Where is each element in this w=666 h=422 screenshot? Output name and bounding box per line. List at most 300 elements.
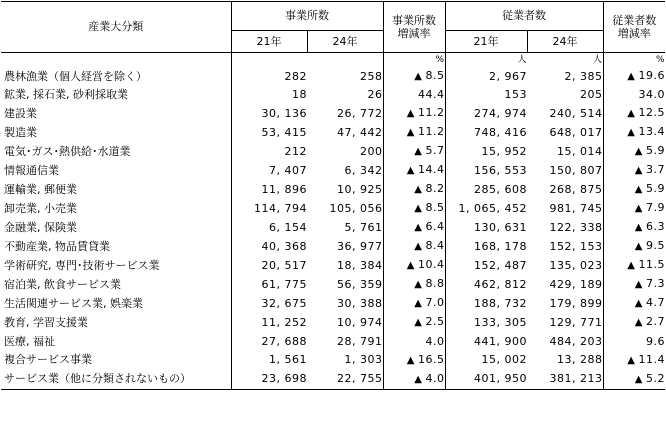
establishments-21-value: 30, 136	[261, 106, 307, 120]
workers-21-cell	[445, 256, 527, 275]
establishments-24-cell	[307, 123, 383, 142]
negative-marker: ▲	[406, 127, 415, 139]
establishments-rate-cell	[383, 294, 445, 313]
workers-rate-value: 34.0	[638, 88, 665, 102]
workers-24-cell	[527, 237, 603, 256]
establishments-24-cell	[307, 180, 383, 199]
workers-rate-cell	[603, 104, 665, 123]
workers-24-value: 2, 385	[564, 69, 603, 83]
workers-24-value: 981, 745	[549, 201, 603, 215]
industry-name-cell	[1, 370, 231, 390]
workers-24-value: 205	[580, 88, 603, 102]
industry-name-cell	[1, 161, 231, 180]
industry-name-value: 金融業, 保険業	[4, 220, 77, 234]
establishments-21-value: 27, 688	[261, 334, 307, 348]
establishments-rate-cell	[383, 199, 445, 218]
establishments-rate-value: 14.4	[418, 163, 445, 177]
workers-24-value: 150, 807	[549, 163, 603, 177]
establishments-24-cell	[307, 313, 383, 332]
establishments-year24-header: 24年	[307, 31, 383, 53]
establishments-24-value: 56, 359	[337, 277, 383, 291]
industry-name-value: 生活関連サービス業, 娯楽業	[4, 296, 143, 310]
establishments-21-cell	[231, 332, 307, 350]
establishments-21-cell	[231, 313, 307, 332]
establishments-rate-cell	[383, 218, 445, 237]
negative-marker: ▲	[634, 317, 643, 329]
workers-21-value: 401, 950	[474, 372, 527, 386]
negative-marker: ▲	[627, 127, 636, 139]
workers-rate-value: 7.9	[646, 201, 665, 215]
establishments-21-value: 11, 896	[261, 182, 307, 196]
workers-21-cell	[445, 294, 527, 313]
establishments-24-value: 1, 303	[344, 353, 383, 367]
workers-21-value: 285, 608	[474, 182, 527, 196]
establishments-24-value: 30, 388	[337, 296, 383, 310]
workers-24-cell	[527, 351, 603, 370]
workers-21-value: 2, 967	[489, 69, 527, 83]
negative-marker: ▲	[634, 373, 643, 385]
negative-marker: ▲	[414, 298, 423, 310]
workers-24-cell	[527, 67, 603, 86]
industry-name-cell	[1, 142, 231, 161]
establishments-rate-value: 7.0	[425, 296, 445, 310]
workers-24-cell	[527, 218, 603, 237]
negative-marker: ▲	[634, 184, 643, 196]
table-row	[1, 86, 665, 104]
workers-21-value: 15, 952	[481, 144, 527, 158]
workers-rate-cell	[603, 275, 665, 294]
establishments-24-cell	[307, 199, 383, 218]
negative-marker: ▲	[627, 260, 636, 272]
establishments-24-cell	[307, 86, 383, 104]
establishments-rate-value: 11.2	[418, 125, 445, 139]
negative-marker: ▲	[627, 354, 636, 366]
workers-21-value: 133, 305	[474, 315, 527, 329]
industry-column-header: 産業大分類	[1, 2, 231, 53]
negative-marker: ▲	[634, 298, 643, 310]
industry-name-value: 宿泊業, 飲食サービス業	[4, 277, 121, 291]
establishments-21-value: 40, 368	[261, 239, 307, 253]
table-row	[1, 332, 665, 350]
negative-marker: ▲	[406, 165, 415, 177]
establishments-21-cell	[231, 294, 307, 313]
industry-name-cell	[1, 351, 231, 370]
workers-21-cell	[445, 199, 527, 218]
establishments-24-value: 22, 755	[337, 372, 383, 386]
establishments-21-value: 53, 415	[261, 125, 307, 139]
industry-name-cell	[1, 104, 231, 123]
negative-marker: ▲	[414, 203, 423, 215]
workers-21-value: 156, 553	[474, 163, 527, 177]
workers-24-value: 15, 014	[557, 144, 603, 158]
workers-24-value: 13, 288	[557, 353, 603, 367]
negative-marker: ▲	[406, 354, 415, 366]
workers-21-value: 153	[504, 88, 527, 102]
workers-21-value: 274, 974	[474, 106, 527, 120]
workers-rate-cell	[603, 237, 665, 256]
units-est-rate: %	[383, 53, 445, 68]
establishments-rate-cell	[383, 86, 445, 104]
workers-24-cell	[527, 180, 603, 199]
establishments-21-cell	[231, 237, 307, 256]
establishments-24-cell	[307, 67, 383, 86]
workers-rate-value: 2.7	[646, 315, 665, 329]
table-row	[1, 67, 665, 86]
establishments-21-cell	[231, 86, 307, 104]
establishments-24-value: 18, 384	[337, 258, 383, 272]
negative-marker: ▲	[406, 108, 415, 120]
workers-24-cell	[527, 313, 603, 332]
workers-21-cell	[445, 370, 527, 390]
establishments-rate-value: 10.4	[418, 258, 445, 272]
negative-marker: ▲	[406, 260, 415, 272]
workers-21-value: 130, 631	[474, 220, 527, 234]
establishments-rate-cell	[383, 351, 445, 370]
industry-statistics-table	[1, 1, 665, 390]
units-row	[1, 53, 665, 68]
table-header	[1, 2, 665, 53]
negative-marker: ▲	[414, 146, 423, 158]
establishments-24-value: 26	[367, 88, 383, 102]
table-row	[1, 180, 665, 199]
workers-rate-value: 5.9	[646, 182, 665, 196]
workers-21-cell	[445, 237, 527, 256]
workers-rate-cell	[603, 123, 665, 142]
industry-name-cell	[1, 123, 231, 142]
industry-name-cell	[1, 332, 231, 350]
establishments-21-value: 18	[292, 88, 307, 102]
workers-21-cell	[445, 142, 527, 161]
workers-rate-cell	[603, 86, 665, 104]
industry-name-value: 建設業	[4, 106, 37, 120]
table-row	[1, 256, 665, 275]
workers-24-cell	[527, 199, 603, 218]
establishments-year21-header: 21年	[231, 31, 307, 53]
establishments-21-cell	[231, 180, 307, 199]
workers-rate-value: 12.5	[638, 106, 665, 120]
workers-rate-value: 9.5	[646, 239, 665, 253]
workers-24-cell	[527, 275, 603, 294]
establishments-rate-cell	[383, 237, 445, 256]
table-row	[1, 275, 665, 294]
industry-name-cell	[1, 180, 231, 199]
workers-21-value: 188, 732	[474, 296, 527, 310]
establishments-rate-cell	[383, 332, 445, 350]
establishments-21-cell	[231, 67, 307, 86]
establishments-rate-cell	[383, 313, 445, 332]
industry-name-cell	[1, 237, 231, 256]
workers-rate-cell	[603, 67, 665, 86]
negative-marker: ▲	[414, 222, 423, 234]
establishments-24-cell	[307, 218, 383, 237]
workers-24-value: 179, 899	[549, 296, 603, 310]
units-w-rate: %	[603, 53, 665, 68]
table-row	[1, 370, 665, 390]
negative-marker: ▲	[627, 71, 636, 82]
establishments-rate-cell	[383, 275, 445, 294]
industry-name-value: 鉱業, 採石業, 砂利採取業	[4, 88, 128, 102]
establishments-24-value: 10, 925	[337, 182, 383, 196]
workers-rate-cell	[603, 332, 665, 350]
workers-rate-header	[603, 2, 665, 53]
establishments-24-value: 26, 772	[337, 106, 383, 120]
negative-marker: ▲	[634, 279, 643, 291]
establishments-21-value: 212	[284, 144, 307, 158]
establishments-rate-value: 2.5	[425, 315, 445, 329]
establishments-24-cell	[307, 370, 383, 390]
workers-rate-cell	[603, 218, 665, 237]
establishments-rate-cell	[383, 123, 445, 142]
units-est21	[231, 53, 307, 68]
establishments-rate-cell	[383, 142, 445, 161]
workers-rate-cell	[603, 180, 665, 199]
negative-marker: ▲	[414, 279, 423, 291]
establishments-rate-line1: 事業所数	[392, 14, 436, 27]
workers-rate-cell	[603, 294, 665, 313]
establishments-rate-cell	[383, 161, 445, 180]
establishments-21-value: 7, 407	[269, 163, 307, 177]
table-body	[1, 53, 665, 390]
workers-rate-line1: 従業者数	[612, 14, 657, 27]
establishments-24-cell	[307, 275, 383, 294]
units-blank	[1, 53, 231, 68]
industry-name-cell	[1, 256, 231, 275]
workers-21-cell	[445, 180, 527, 199]
industry-name-cell	[1, 67, 231, 86]
table-row	[1, 142, 665, 161]
workers-21-cell	[445, 67, 527, 86]
establishments-21-cell	[231, 123, 307, 142]
establishments-24-cell	[307, 104, 383, 123]
workers-rate-cell	[603, 370, 665, 390]
industry-name-value: 情報通信業	[4, 163, 59, 177]
establishments-21-value: 20, 517	[261, 258, 307, 272]
workers-24-cell	[527, 332, 603, 350]
table-row	[1, 218, 665, 237]
establishments-24-cell	[307, 142, 383, 161]
workers-rate-value: 19.6	[638, 69, 665, 82]
establishments-24-value: 105, 056	[329, 201, 383, 215]
table-row	[1, 161, 665, 180]
establishments-24-value: 47, 442	[337, 125, 383, 139]
workers-24-cell	[527, 161, 603, 180]
establishments-rate-value: 16.5	[418, 352, 445, 366]
workers-21-cell	[445, 104, 527, 123]
establishments-24-cell	[307, 237, 383, 256]
establishments-rate-value: 8.4	[425, 239, 445, 253]
establishments-24-value: 200	[360, 144, 383, 158]
units-w24: 人	[592, 55, 603, 65]
workers-24-value: 240, 514	[549, 106, 603, 120]
workers-24-cell	[527, 104, 603, 123]
workers-21-cell	[445, 351, 527, 370]
table-row	[1, 313, 665, 332]
industry-name-cell	[1, 294, 231, 313]
establishments-21-value: 6, 154	[269, 220, 307, 234]
establishments-24-value: 36, 977	[337, 239, 383, 253]
negative-marker: ▲	[414, 317, 423, 329]
establishments-24-value: 6, 342	[344, 163, 383, 177]
industry-name-cell	[1, 86, 231, 104]
workers-rate-cell	[603, 313, 665, 332]
establishments-21-cell	[231, 275, 307, 294]
workers-rate-value: 3.7	[646, 163, 665, 177]
workers-24-cell	[527, 294, 603, 313]
workers-24-value: 381, 213	[549, 372, 603, 386]
industry-name-value: 学術研究, 専門･技術サービス業	[4, 258, 160, 272]
workers-24-value: 484, 203	[549, 334, 603, 348]
industry-name-value: 農林漁業（個人経営を除く）	[4, 69, 147, 83]
workers-rate-value: 5.2	[646, 371, 665, 385]
establishments-24-value: 10, 974	[337, 315, 383, 329]
establishments-rate-value: 6.4	[425, 220, 445, 234]
establishments-rate-value: 8.5	[425, 201, 445, 215]
industry-name-cell	[1, 218, 231, 237]
negative-marker: ▲	[414, 184, 423, 196]
workers-21-value: 168, 178	[474, 239, 527, 253]
establishments-21-cell	[231, 351, 307, 370]
negative-marker: ▲	[634, 203, 643, 215]
industry-name-value: 卸売業, 小売業	[4, 201, 77, 215]
workers-rate-cell	[603, 161, 665, 180]
units-est24	[307, 53, 383, 68]
establishments-24-value: 28, 791	[337, 334, 383, 348]
workers-24-cell	[527, 86, 603, 104]
establishments-21-value: 282	[284, 69, 307, 83]
establishments-21-value: 32, 675	[261, 296, 307, 310]
industry-name-value: 運輸業, 郵便業	[4, 182, 77, 196]
workers-24-cell	[527, 256, 603, 275]
establishments-rate-cell	[383, 256, 445, 275]
workers-21-cell	[445, 275, 527, 294]
negative-marker: ▲	[627, 108, 636, 120]
establishments-header: 事業所数	[231, 2, 383, 31]
workers-21-cell	[445, 313, 527, 332]
workers-24-value: 122, 338	[549, 220, 603, 234]
establishments-21-value: 11, 252	[261, 315, 307, 329]
workers-24-cell	[527, 142, 603, 161]
table-row	[1, 294, 665, 313]
establishments-21-cell	[231, 199, 307, 218]
establishments-rate-value: 8.5	[425, 69, 445, 82]
establishments-24-cell	[307, 351, 383, 370]
negative-marker: ▲	[414, 241, 423, 253]
negative-marker: ▲	[634, 165, 643, 177]
establishments-21-cell	[231, 370, 307, 390]
industry-name-value: 製造業	[4, 125, 37, 139]
establishments-21-cell	[231, 256, 307, 275]
workers-rate-value: 11.4	[638, 352, 665, 366]
workers-21-value: 462, 812	[474, 277, 527, 291]
workers-24-value: 129, 771	[549, 315, 603, 329]
establishments-24-cell	[307, 294, 383, 313]
workers-rate-value: 5.9	[646, 144, 665, 158]
establishments-rate-value: 4.0	[425, 334, 445, 348]
workers-24-value: 135, 023	[549, 258, 603, 272]
industry-name-value: 教育, 学習支援業	[4, 315, 88, 329]
establishments-rate-cell	[383, 104, 445, 123]
table-row	[1, 237, 665, 256]
table-row	[1, 123, 665, 142]
workers-rate-value: 4.7	[646, 296, 665, 310]
workers-rate-cell	[603, 199, 665, 218]
workers-rate-value: 7.3	[646, 277, 665, 291]
industry-name-cell	[1, 275, 231, 294]
units-w21: 人	[445, 53, 527, 68]
workers-21-cell	[445, 218, 527, 237]
workers-rate-value: 13.4	[638, 125, 665, 139]
establishments-21-cell	[231, 161, 307, 180]
establishments-rate-cell	[383, 67, 445, 86]
establishments-24-cell	[307, 332, 383, 350]
negative-marker: ▲	[414, 71, 423, 82]
establishments-24-value: 5, 761	[344, 220, 383, 234]
establishments-21-value: 23, 698	[261, 372, 307, 386]
industry-name-value: 電気･ガス･熱供給･水道業	[4, 144, 131, 158]
industry-name-value: 医療, 福祉	[4, 334, 55, 348]
table-row	[1, 104, 665, 123]
industry-name-value: 複合サービス事業	[4, 353, 92, 367]
industry-name-cell	[1, 313, 231, 332]
establishments-21-cell	[231, 218, 307, 237]
negative-marker: ▲	[634, 241, 643, 253]
establishments-rate-line2: 増減率	[397, 27, 431, 40]
industry-name-value: 不動産業, 物品賃貸業	[4, 239, 110, 253]
establishments-rate-value: 8.8	[425, 277, 445, 291]
workers-24-value: 648, 017	[549, 125, 603, 139]
workers-21-value: 152, 487	[474, 258, 527, 272]
negative-marker: ▲	[634, 146, 643, 158]
establishments-rate-cell	[383, 370, 445, 390]
workers-24-cell	[527, 123, 603, 142]
workers-rate-cell	[603, 256, 665, 275]
workers-21-cell	[445, 86, 527, 104]
establishments-21-cell	[231, 104, 307, 123]
establishments-21-value: 1, 561	[269, 353, 307, 367]
industry-name-cell	[1, 199, 231, 218]
workers-rate-cell	[603, 351, 665, 370]
establishments-21-cell	[231, 142, 307, 161]
workers-rate-value: 11.5	[638, 258, 665, 272]
workers-rate-value: 6.3	[646, 220, 665, 234]
workers-21-value: 748, 416	[474, 125, 527, 139]
establishments-24-value: 258	[360, 69, 383, 83]
workers-24-value: 429, 189	[549, 277, 603, 291]
workers-rate-line2: 増減率	[617, 27, 651, 40]
establishments-rate-value: 8.2	[425, 182, 445, 196]
industry-name-value: サービス業（他に分類されないもの）	[4, 372, 191, 386]
workers-header: 従業者数	[445, 2, 603, 31]
workers-rate-cell	[603, 142, 665, 161]
workers-21-cell	[445, 161, 527, 180]
workers-24-value: 152, 153	[549, 239, 603, 253]
establishments-rate-value: 44.4	[418, 88, 445, 102]
workers-21-value: 441, 900	[474, 334, 527, 348]
establishments-24-cell	[307, 161, 383, 180]
establishments-24-cell	[307, 256, 383, 275]
negative-marker: ▲	[634, 222, 643, 234]
workers-year21-header: 21年	[445, 31, 527, 53]
workers-21-value: 15, 002	[481, 353, 527, 367]
establishments-rate-cell	[383, 180, 445, 199]
workers-21-cell	[445, 123, 527, 142]
workers-21-value: 1, 065, 452	[458, 201, 527, 215]
establishments-rate-value: 4.0	[425, 371, 445, 385]
establishments-rate-header	[383, 2, 445, 53]
table-row	[1, 351, 665, 370]
establishments-rate-value: 5.7	[425, 144, 445, 158]
establishments-21-value: 114, 794	[254, 201, 307, 215]
